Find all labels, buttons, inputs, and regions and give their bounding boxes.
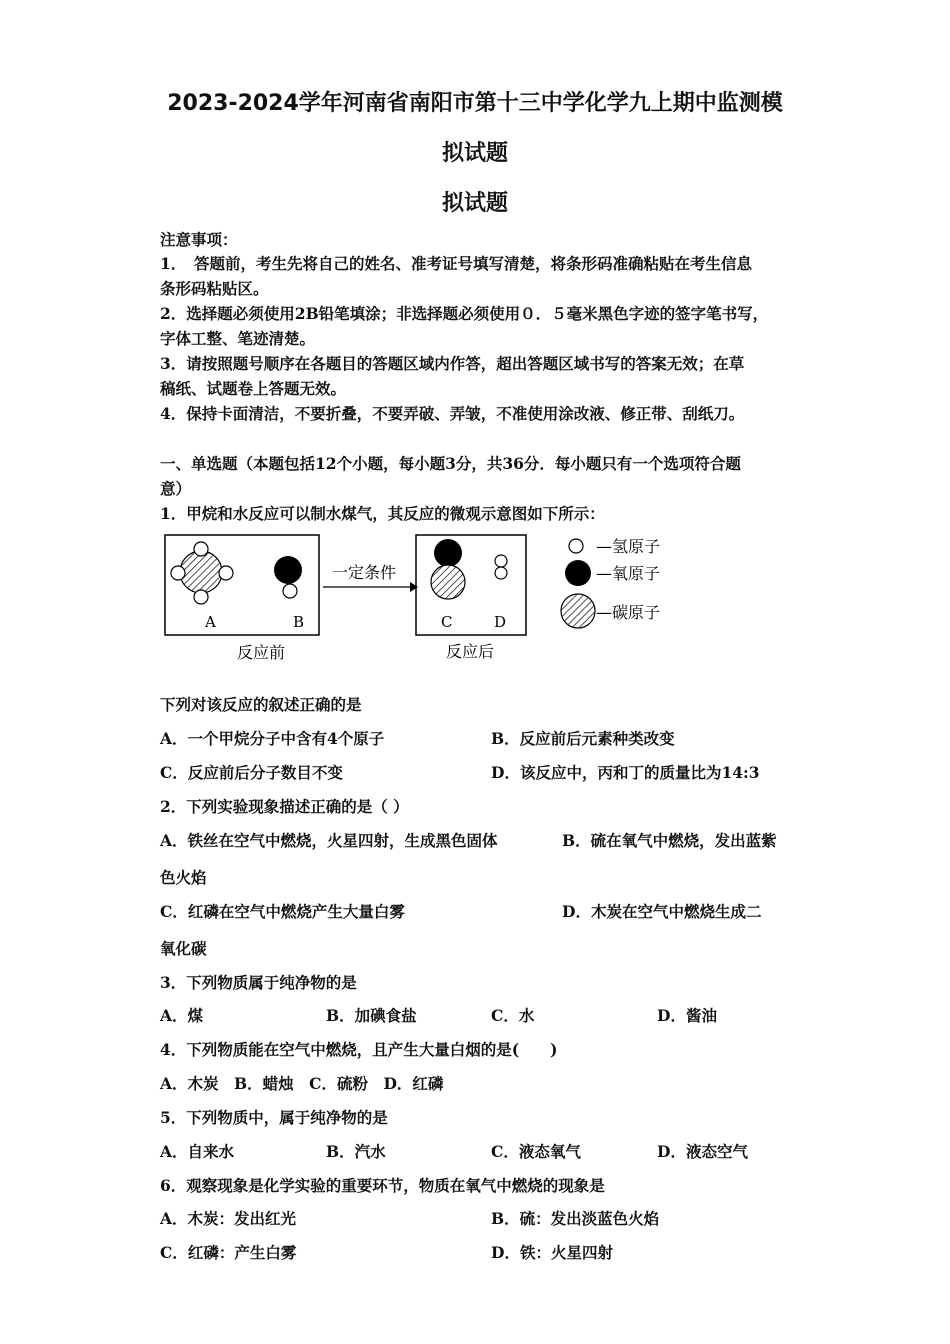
label-c: C: [441, 613, 453, 631]
q1-option-c: C．反应前后分子数目不变: [160, 763, 343, 782]
q3-option-c: C．水: [491, 1006, 535, 1025]
after-box: [416, 535, 526, 635]
after-caption: 反应后: [446, 642, 495, 661]
legend: [561, 537, 660, 628]
oxygen-legend-icon: [565, 560, 591, 586]
notice-item: 3．请按照题号顺序在各题目的答题区域内作答，超出答题区域书写的答案无效；在草: [160, 354, 745, 373]
q2-option-d-cont: 氧化碳: [160, 939, 207, 958]
q2-option-d: D．木炭在空气中燃烧生成二: [562, 902, 762, 921]
hydrogen-atom: [495, 567, 507, 579]
reaction-arrow: [323, 563, 418, 592]
before-box: [165, 535, 319, 635]
q5-option-c: C．液态氧气: [491, 1142, 581, 1161]
q5-option-d: D．液态空气: [657, 1142, 748, 1161]
carbon-atom: [431, 565, 465, 599]
notice-item: 稿纸、试题卷上答题无效。: [160, 379, 347, 398]
oxygen-atom: [274, 556, 302, 584]
title-line-1: 2023-2024学年河南省南阳市第十三中学化学九上期中监测模: [167, 91, 783, 116]
q5-stem: 5．下列物质中，属于纯净物的是: [160, 1108, 388, 1127]
q6-option-a: A．木炭：发出红光: [160, 1209, 297, 1228]
q5-option-a: A．自来水: [160, 1142, 235, 1161]
hydrogen-atom: [283, 584, 297, 598]
q6-option-d: D．铁：火星四射: [491, 1243, 613, 1262]
arrow-condition: 一定条件: [332, 563, 397, 582]
hydrogen-atom: [495, 555, 507, 567]
hydrogen-atom: [194, 542, 208, 556]
q1-option-a: A．一个甲烷分子中含有4个原子: [160, 729, 385, 748]
notice-heading: 注意事项：: [160, 230, 238, 249]
notice-item: 1． 答题前，考生先将自己的姓名、准考证号填写清楚，将条形码准确粘贴在考生信息: [160, 254, 753, 273]
q3-stem: 3．下列物质属于纯净物的是: [160, 973, 357, 992]
q6-option-c: C．红磷：产生白雾: [160, 1243, 297, 1262]
q2-stem: 2．下列实验现象描述正确的是（ ）: [160, 797, 409, 816]
title-line-2: 拟试题: [441, 141, 508, 166]
q1-prompt: 下列对该反应的叙述正确的是: [160, 695, 362, 714]
hydrogen-legend-icon: [569, 539, 583, 553]
notice-item: 字体工整、笔迹清楚。: [160, 329, 316, 348]
notice-item: 2．选择题必须使用2B铅笔填涂；非选择题必须使用０．５毫米黑色字迹的签字笔书写，: [160, 304, 769, 323]
q2-option-b-cont: 色火焰: [160, 868, 207, 887]
carbon-atom: [180, 551, 222, 593]
reaction-diagram: [160, 530, 700, 670]
legend-carbon: —碳原子: [596, 603, 661, 622]
legend-oxygen: —氧原子: [596, 564, 661, 583]
before-caption: 反应前: [237, 643, 286, 662]
hydrogen-atom: [219, 566, 233, 580]
section-heading: 一、单选题（本题包括12个小题，每小题3分，共36分．每小题只有一个选项符合题: [160, 454, 741, 473]
q2-option-a: A．铁丝在空气中燃烧，火星四射，生成黑色固体: [160, 831, 498, 850]
label-a: A: [205, 613, 216, 631]
q2-option-c: C．红磷在空气中燃烧产生大量白雾: [160, 902, 405, 921]
q1-option-b: B．反应前后元素种类改变: [491, 729, 675, 748]
q3-option-d: D．酱油: [657, 1006, 717, 1025]
q4-options: A．木炭 B．蜡烛 C．硫粉 D．红磷: [160, 1074, 444, 1093]
legend-hydrogen: —氢原子: [596, 537, 661, 556]
notice-item: 条形码粘贴区。: [160, 279, 269, 298]
section-heading-cont: 意）: [160, 479, 192, 498]
hydrogen-atom: [171, 566, 185, 580]
carbon-legend-icon: [561, 594, 595, 628]
q5-option-b: B．汽水: [326, 1142, 386, 1161]
q3-option-b: B．加碘食盐: [326, 1006, 417, 1025]
label-d: D: [494, 613, 507, 631]
q1-stem: 1．甲烷和水反应可以制水煤气，其反应的微观示意图如下所示：: [160, 504, 605, 523]
q6-stem: 6．观察现象是化学实验的重要环节，物质在氧气中燃烧的现象是: [160, 1176, 605, 1195]
hydrogen-atom: [194, 590, 208, 604]
notice-item: 4．保持卡面清洁，不要折叠，不要弄破、弄皱，不准使用涂改液、修正带、刮纸刀。: [160, 404, 745, 423]
q4-stem: 4．下列物质能在空气中燃烧，且产生大量白烟的是( ): [160, 1040, 558, 1059]
title-line-3: 拟试题: [441, 191, 508, 216]
label-b: B: [293, 613, 305, 631]
oxygen-atom: [434, 539, 462, 567]
q1-option-d: D．该反应中，丙和丁的质量比为14:3: [491, 763, 760, 782]
q3-option-a: A．煤: [160, 1006, 204, 1025]
q2-option-b: B．硫在氧气中燃烧，发出蓝紫: [562, 831, 777, 850]
q6-option-b: B．硫：发出淡蓝色火焰: [491, 1209, 660, 1228]
